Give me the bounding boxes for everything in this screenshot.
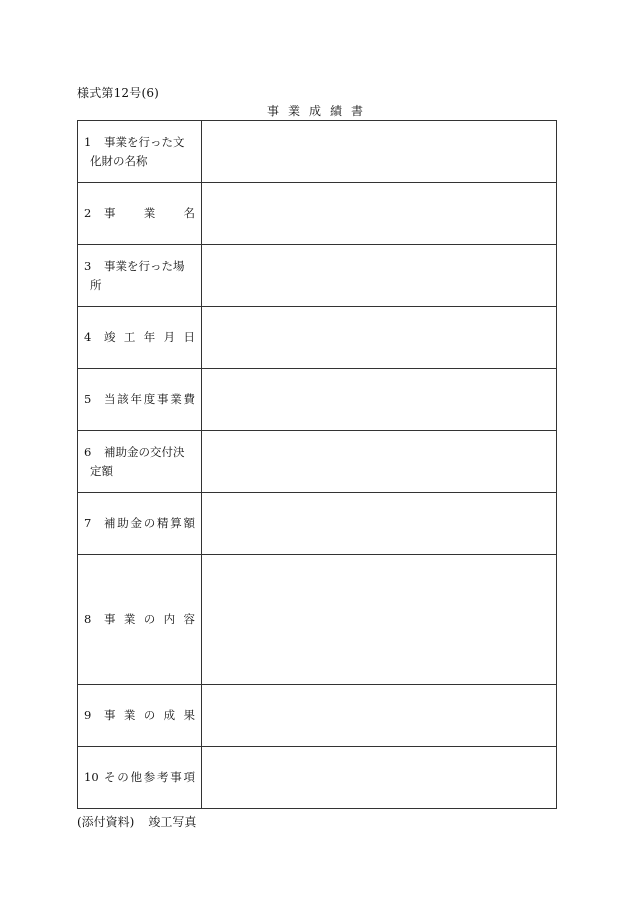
row-label-text	[104, 390, 195, 409]
row-label-cell	[78, 685, 202, 747]
attachment-label: (添付資料)	[77, 815, 135, 829]
row-label-text	[104, 706, 195, 725]
label-char: 額	[183, 516, 195, 530]
attachment-value: 竣工写真	[148, 815, 197, 829]
label-char: 考	[157, 770, 169, 784]
row-label-line1: 事業を行った文	[104, 134, 185, 149]
label-char: 月	[163, 330, 176, 344]
row-label	[78, 257, 201, 295]
row-label	[78, 610, 201, 629]
table-row	[78, 183, 557, 245]
label-char: 容	[183, 612, 195, 626]
attachment-note	[77, 813, 196, 830]
label-char: の	[117, 770, 129, 784]
row-label-cell	[78, 747, 202, 809]
row-number: 1	[84, 134, 92, 149]
label-char: 金	[130, 516, 142, 530]
label-char: の	[143, 516, 156, 530]
label-char: 事	[170, 770, 182, 784]
table-row	[78, 245, 557, 307]
form-number: 様式第12号(6)	[77, 86, 160, 100]
label-char: 参	[143, 770, 156, 784]
label-char: 事	[104, 612, 116, 626]
label-char: 事	[157, 392, 169, 406]
label-char: の	[143, 612, 156, 626]
row-label-cell	[78, 121, 202, 183]
row-value-cell[interactable]	[202, 307, 557, 369]
row-label-text	[104, 328, 195, 347]
label-char: 費	[183, 392, 195, 406]
row-label-cell	[78, 555, 202, 685]
row-label-cell	[78, 431, 202, 493]
row-label-text	[104, 514, 195, 533]
row-number: 3	[84, 258, 92, 273]
row-label-cell	[78, 307, 202, 369]
row-label	[78, 204, 201, 223]
label-char: 助	[117, 516, 129, 530]
row-label	[78, 514, 201, 533]
row-label-cell	[78, 245, 202, 307]
row-number: 10	[84, 770, 99, 784]
row-value-cell[interactable]	[202, 747, 557, 809]
label-char: 補	[104, 516, 116, 530]
row-label-cell	[78, 183, 202, 245]
label-char: 業	[170, 392, 182, 406]
row-value-cell[interactable]	[202, 369, 557, 431]
label-char: 他	[130, 770, 142, 784]
label-char: 名	[183, 206, 195, 220]
row-label	[78, 443, 201, 481]
row-label	[78, 390, 201, 409]
row-value-cell[interactable]	[202, 245, 557, 307]
row-label-text	[104, 204, 195, 223]
row-label-line2: 所	[90, 277, 102, 292]
row-number: 9	[84, 708, 92, 722]
row-number: 6	[84, 444, 92, 459]
row-value-cell[interactable]	[202, 493, 557, 555]
row-number: 8	[84, 612, 92, 626]
table-row	[78, 747, 557, 809]
table-row	[78, 431, 557, 493]
label-char: 果	[183, 708, 195, 722]
label-char: 事	[104, 708, 116, 722]
row-value-cell[interactable]	[202, 121, 557, 183]
label-char: 工	[123, 330, 136, 344]
row-label	[78, 133, 201, 171]
row-number: 5	[84, 392, 92, 406]
label-char: 算	[170, 516, 182, 530]
row-value-cell[interactable]	[202, 685, 557, 747]
label-char: 竣	[104, 330, 116, 344]
row-label-cell	[78, 369, 202, 431]
row-label-line2: 化財の名称	[90, 153, 148, 168]
report-table	[77, 120, 557, 809]
row-number: 4	[84, 330, 92, 344]
label-char: 項	[183, 770, 195, 784]
label-char: 事	[104, 206, 116, 220]
row-label	[78, 768, 201, 787]
row-label	[78, 706, 201, 725]
label-char: 業	[143, 206, 156, 220]
label-char: 年	[143, 330, 156, 344]
label-char: 成	[163, 708, 176, 722]
row-value-cell[interactable]	[202, 183, 557, 245]
label-char: 業	[123, 708, 136, 722]
label-char: 当	[104, 392, 116, 406]
row-label-text	[104, 768, 195, 787]
table-row	[78, 493, 557, 555]
row-label-line1: 事業を行った場	[104, 258, 185, 273]
label-char: 該	[117, 392, 129, 406]
row-label	[78, 328, 201, 347]
table-row	[78, 369, 557, 431]
row-label-text	[104, 610, 195, 629]
row-value-cell[interactable]	[202, 555, 557, 685]
row-label-line1: 補助金の交付決	[104, 444, 185, 459]
label-char: 日	[183, 330, 195, 344]
label-char: 年	[130, 392, 142, 406]
label-char: 精	[157, 516, 169, 530]
label-char: そ	[104, 770, 116, 784]
table-row	[78, 685, 557, 747]
label-char: 度	[143, 392, 156, 406]
row-number: 7	[84, 516, 92, 530]
row-value-cell[interactable]	[202, 431, 557, 493]
table-row	[78, 307, 557, 369]
document-title: 事業成績書	[266, 104, 372, 118]
label-char: 業	[123, 612, 136, 626]
row-label-line2: 定額	[90, 463, 113, 478]
row-number: 2	[84, 206, 92, 220]
table-row	[78, 121, 557, 183]
label-char: の	[143, 708, 156, 722]
table-row	[78, 555, 557, 685]
label-char: 内	[163, 612, 176, 626]
row-label-cell	[78, 493, 202, 555]
